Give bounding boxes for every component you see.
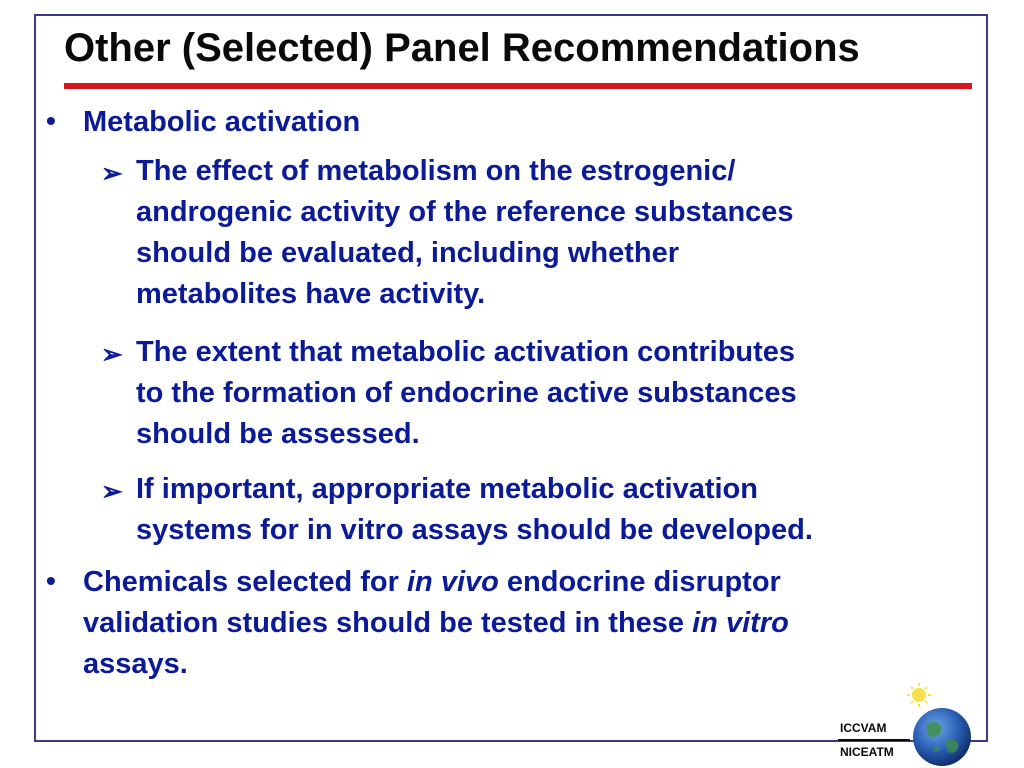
logo-text-bottom: NICEATM: [840, 745, 894, 759]
sub-bullet-marker: ➢: [101, 339, 123, 369]
title-underline: [64, 83, 972, 89]
text-line: androgenic activity of the reference substances: [136, 196, 794, 228]
globe-sun-icon: [900, 681, 976, 768]
text-line: The effect of metabolism on the estrogenic/: [136, 155, 736, 187]
text-line: should be assessed.: [136, 418, 420, 450]
sub-bullet-in-vitro-systems: [136, 469, 966, 551]
text-line: [83, 562, 973, 603]
text-line: systems for in vitro assays should be developed.: [136, 514, 813, 546]
sub-bullet-metabolic-extent: [136, 332, 966, 455]
bullet-marker: •: [46, 105, 56, 136]
slide-title: Other (Selected) Panel Recommendations: [64, 26, 860, 70]
sub-bullet-marker: ➢: [101, 158, 123, 188]
text-line: The extent that metabolic activation contributes: [136, 336, 796, 368]
text-run-italic: in vivo: [406, 566, 499, 598]
text-run: Chemicals selected for: [83, 566, 407, 598]
text-line: If important, appropriate metabolic activation: [136, 473, 758, 505]
text-line: metabolites have activity.: [136, 278, 486, 310]
text-run: endocrine disruptor: [498, 566, 781, 598]
bullet-marker: •: [46, 565, 56, 596]
text-run-italic: in vitro: [692, 607, 789, 639]
iccvam-niceatm-logo: [838, 681, 978, 768]
sub-bullet-marker: ➢: [101, 476, 123, 506]
logo-text-top: ICCVAM: [840, 721, 887, 735]
sub-bullet-metabolism-effect: [136, 151, 966, 315]
text-line: to the formation of endocrine active substances: [136, 377, 797, 409]
text-line: assays.: [83, 648, 188, 680]
text-run: validation studies should be tested in these: [83, 607, 693, 639]
text-line: should be evaluated, including whether: [136, 237, 680, 269]
bullet-chemicals-selected: [83, 562, 973, 685]
bullet-metabolic-activation: Metabolic activation: [83, 106, 361, 138]
text-line: [83, 603, 973, 644]
